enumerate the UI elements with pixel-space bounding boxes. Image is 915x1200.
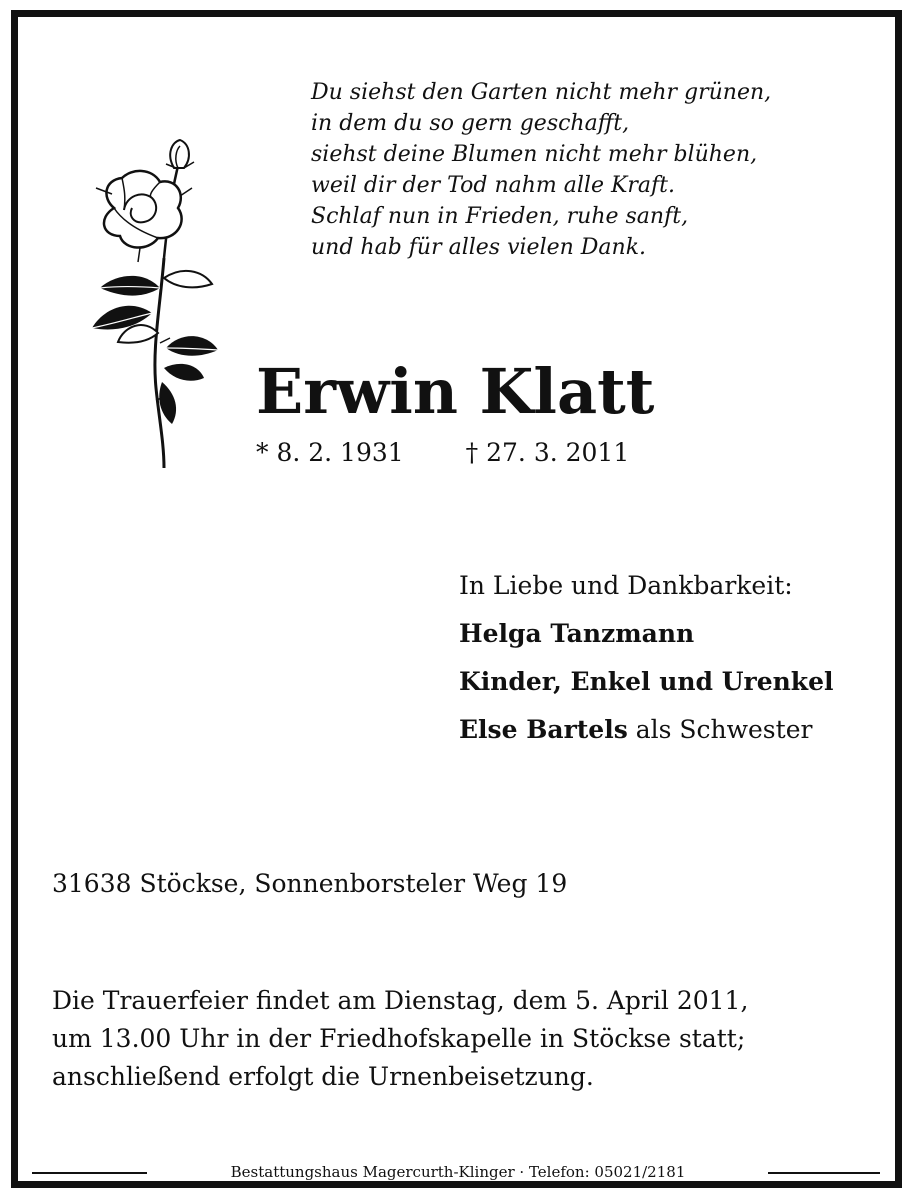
service-line: anschließend erfolgt die Urnenbeisetzung.: [52, 1062, 594, 1091]
address: 31638 Stöckse, Sonnenborsteler Weg 19: [52, 869, 568, 898]
poem: [311, 77, 771, 263]
mourner-sibling-name: Else Bartels: [459, 715, 628, 744]
funeral-home-footer: Bestattungshaus Magercurth-Klinger · Telefon: 05021/2181: [230, 1163, 686, 1181]
poem-line: Schlaf nun in Frieden, ruhe sanft,: [311, 204, 689, 229]
mourners-intro: In Liebe und Dankbarkeit:: [459, 571, 793, 600]
death-date: † 27. 3. 2011: [465, 438, 630, 467]
service-notice: [52, 982, 748, 1096]
poem-line: siehst deine Blumen nicht mehr blühen,: [311, 142, 758, 167]
mourner-name: Helga Tanzmann: [459, 619, 695, 648]
service-line: Die Trauerfeier findet am Dienstag, dem 5. April 2011,: [52, 986, 749, 1015]
poem-line: Du siehst den Garten nicht mehr grünen,: [311, 80, 772, 105]
footer-rule-left: [32, 1172, 147, 1174]
mourners-block: [459, 562, 834, 754]
poem-line: und hab für alles vielen Dank.: [311, 235, 647, 260]
mourner-family: Kinder, Enkel und Urenkel: [459, 667, 834, 696]
mourner-sibling-relation: als Schwester: [627, 715, 813, 744]
life-dates: [256, 436, 629, 470]
mourner-sibling: [459, 706, 834, 754]
footer-rule-right: [768, 1172, 880, 1174]
poem-line: in dem du so gern geschafft,: [311, 111, 630, 136]
deceased-name: Erwin Klatt: [256, 355, 655, 428]
birth-date: * 8. 2. 1931: [256, 438, 404, 467]
poem-line: weil dir der Tod nahm alle Kraft.: [311, 173, 675, 198]
service-line: um 13.00 Uhr in der Friedhofskapelle in Stöckse statt;: [52, 1024, 746, 1053]
rose-icon: [52, 138, 237, 468]
